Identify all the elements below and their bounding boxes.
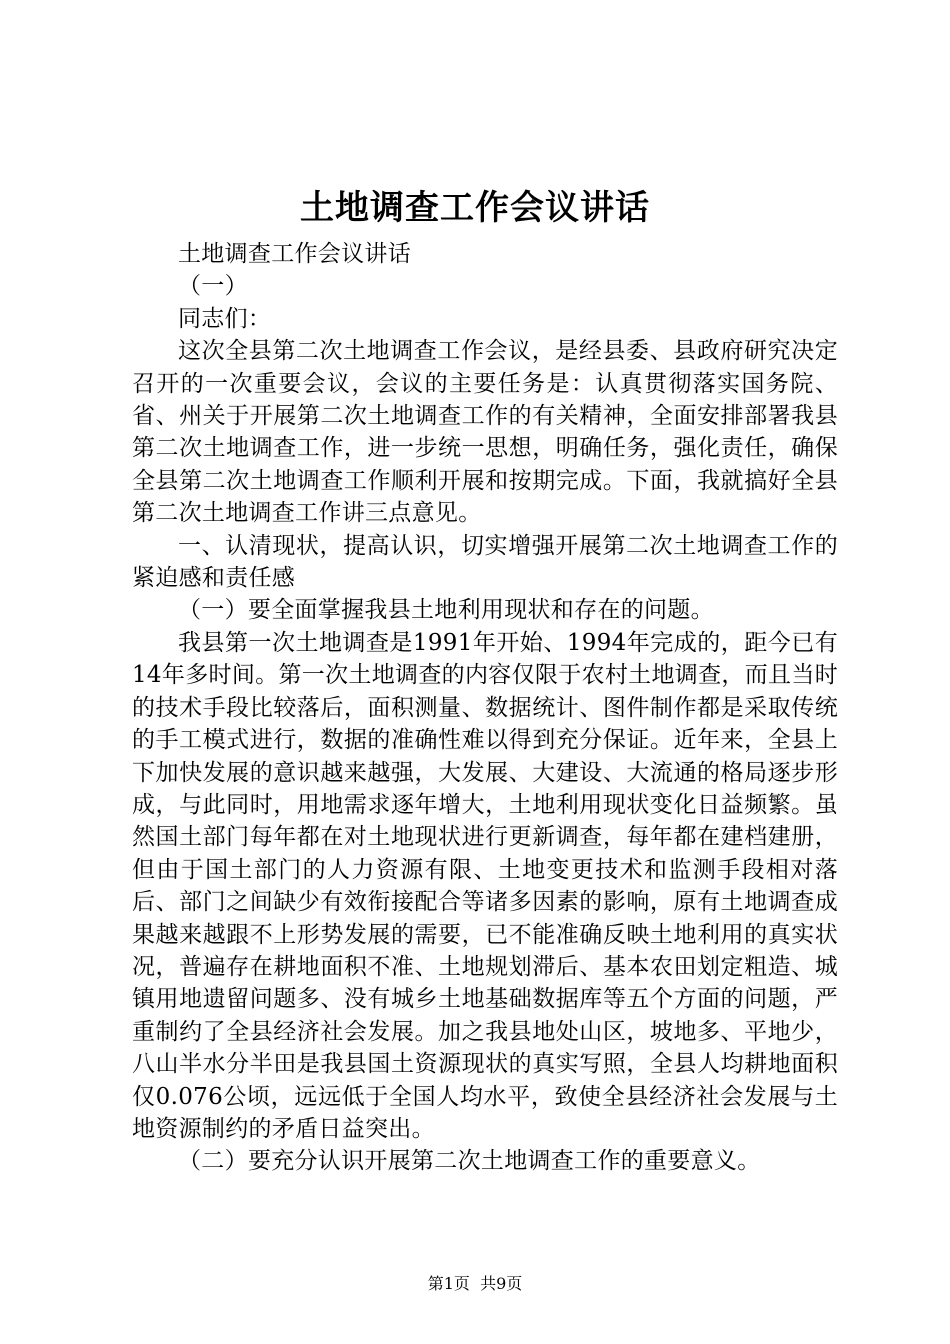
document-body [132, 238, 838, 1178]
heading-one: 一、认清现状，提高认识，切实增强开展第二次土地调查工作的紧迫感和责任感 [132, 532, 838, 592]
page-number: 第1页 [427, 1274, 470, 1293]
salutation: 同志们： [178, 305, 272, 332]
subheading-one: （一）要全面掌握我县土地利用现状和存在的问题。 [178, 597, 714, 624]
page-total: 共9页 [480, 1274, 523, 1293]
page-footer [0, 1272, 950, 1296]
subtitle-paragraph: 土地调查工作会议讲话 [178, 241, 411, 267]
section-marker: （一） [178, 273, 248, 300]
subheading-two: （二）要充分认识开展第二次土地调查工作的重要意义。 [178, 1148, 761, 1175]
body-paragraph: 我县第一次土地调查是1991年开始、1994年完成的，距今已有14年多时间。第一次土地调查的内容仅限于农村土地调查，而且当时的技术手段比较落后，面积测量、数据统计、图件制作都是采取传统的手工模式进行，数据的准确性难以得到充分保证。近年来，全县上下加快发展的意识越来越强，大发展、大建设、大流通的格局逐步形成，与此同时，用地需求逐年增大，土地利用现状变化日益频繁。虽然国土部门每年都在对土地现状进行更新调查，每年都在建档建册，但由于国土部门的人力资源有限、土地变更技术和监测手段相对落后、部门之间缺少有效衔接配合等诸多因素的影响，原有土地调查成果越来越跟不上形势发展的需要，已不能准确反映土地利用的真实状况，普遍存在耕地面积不准、土地规划滞后、基本农田划定粗造、城镇用地遗留问题多、没有城乡土地基础数据库等五个方面的问题，严重制约了全县经济社会发展。加之我县地处山区，坡地多、平地少，八山半水分半田是我县国土资源现状的真实写照，全县人均耕地面积仅0.076公顷，远远低于全国人均水平，致使全县经济社会发展与土地资源制约的矛盾日益突出。 [132, 629, 838, 1142]
document-title: 土地调查工作会议讲话 [300, 188, 650, 228]
intro-paragraph: 这次全县第二次土地调查工作会议，是经县委、县政府研究决定召开的一次重要会议，会议的主要任务是：认真贯彻落实国务院、省、州关于开展第二次土地调查工作的有关精神，全面安排部署我县第二次土地调查工作，进一步统一思想，明确任务，强化责任，确保全县第二次土地调查工作顺利开展和按期完成。下面，我就搞好全县第二次土地调查工作讲三点意见。 [132, 338, 838, 527]
